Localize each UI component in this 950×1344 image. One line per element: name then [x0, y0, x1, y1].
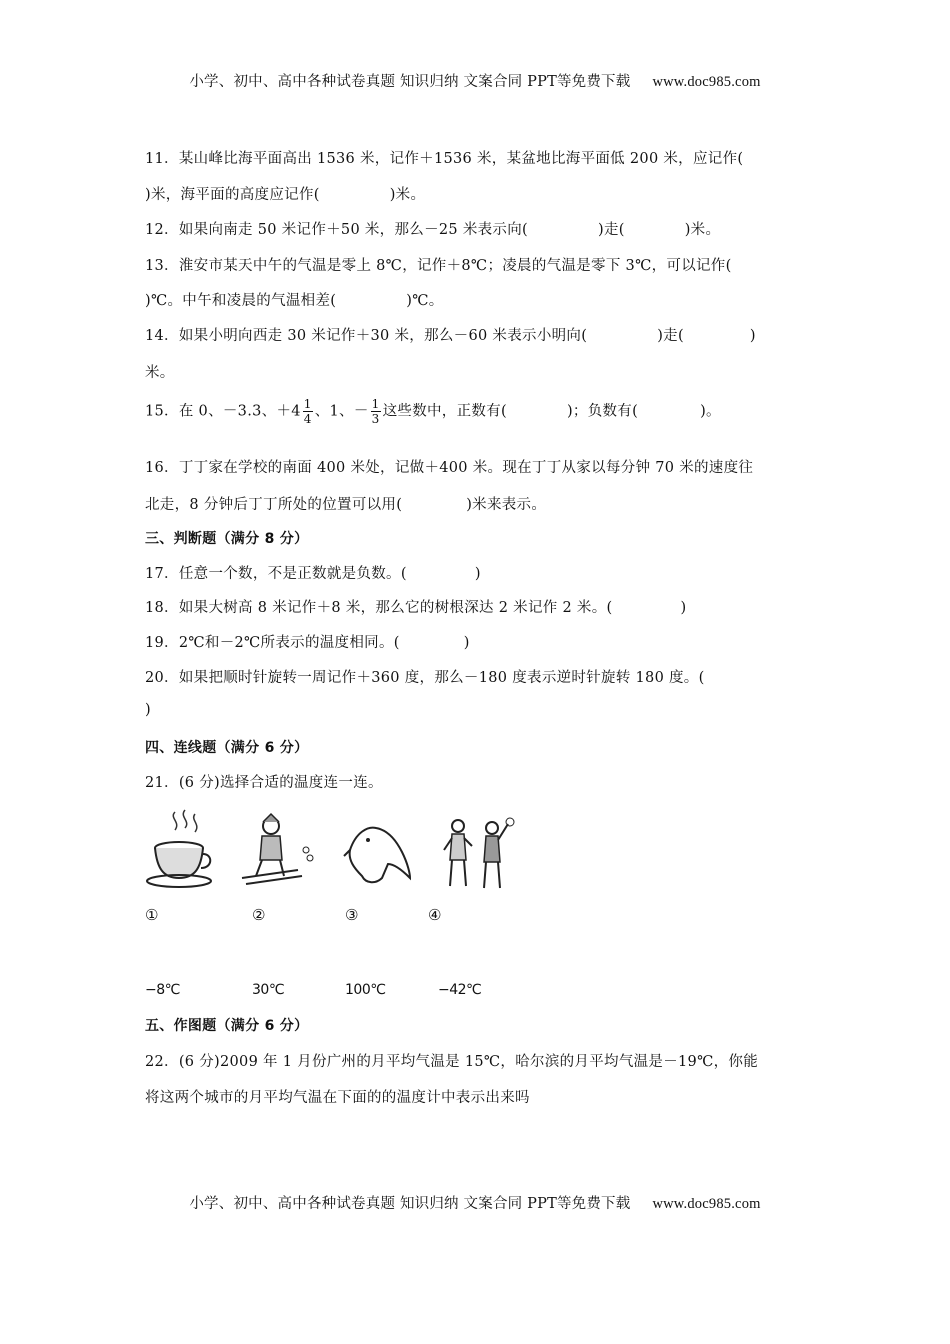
q15-part-d: )；负数有(: [566, 403, 639, 420]
penguin-icon[interactable]: [342, 818, 414, 890]
picture-label-3: ③: [345, 906, 359, 924]
picture-label-1: ①: [145, 906, 159, 924]
q14-line2: 米。: [145, 365, 175, 381]
q12-part-c: )米。: [684, 222, 721, 238]
q19-line: [145, 631, 470, 652]
q11-line2-end: )米。: [389, 187, 426, 203]
q14-part-b: )走(: [657, 328, 684, 344]
q12-part-b: )走(: [598, 222, 625, 238]
summer-children-icon[interactable]: [440, 816, 520, 892]
temperature-option[interactable]: −42℃: [438, 982, 482, 998]
q20-line1: 20．如果把顺时针旋转一周记作＋360 度，那么－180 度表示逆时针旋转 180 度。(: [145, 670, 705, 686]
q14-part-c: ): [749, 328, 756, 344]
q22-line1: 22．(6 分)2009 年 1 月份广州的月平均气温是 15℃，哈尔滨的月平均气温是－19℃，你能: [145, 1054, 759, 1070]
hot-tea-cup-icon[interactable]: [143, 808, 213, 890]
q13-line2-b: )℃。: [406, 293, 444, 309]
q13-line1: 13．淮安市某天中午的气温是零上 8℃，记作＋8℃；凌晨的气温是零下 3℃，可以记作(: [145, 258, 732, 274]
q18-line: [145, 596, 686, 617]
q16-line2-a: 北走，8 分钟后丁丁所处的位置可以用(: [145, 497, 403, 513]
header-text: 小学、初中、高中各种试卷真题 知识归纳 文案合同 PPT等免费下载: [189, 74, 631, 90]
q15-part-c: 这些数中，正数有(: [382, 403, 507, 420]
q19-close: ): [463, 635, 470, 651]
q13-line2: [145, 289, 444, 310]
q22-line2: 将这两个城市的月平均气温在下面的的温度计中表示出来吗: [145, 1090, 530, 1106]
q16-line2-b: )米来表示。: [466, 497, 547, 513]
q15-part-e: )。: [700, 403, 721, 420]
q17-line: [145, 562, 481, 583]
picture-label-4: ④: [428, 906, 442, 924]
child-skiing-icon[interactable]: [238, 812, 316, 890]
fraction-one-fourth: $\frac{1}{4}$: [303, 397, 312, 426]
section-matching-title: 四、连线题（满分 6 分）: [145, 740, 309, 756]
q15-line: [145, 397, 721, 426]
q16-line2: [145, 493, 546, 514]
q11-line1: 11．某山峰比海平面高出 1536 米，记作＋1536 米，某盆地比海平面低 200 米，应记作(: [145, 151, 744, 167]
q16-line1: 16．丁丁家在学校的南面 400 米处，记做＋400 米。现在丁丁从家以每分钟 70 米的速度往: [145, 460, 754, 476]
temperature-option[interactable]: 30℃: [252, 982, 285, 998]
temperature-option[interactable]: 100℃: [345, 982, 386, 998]
q12-line: [145, 218, 720, 239]
footer-url[interactable]: www.doc985.com: [652, 1196, 761, 1212]
q14-part-a: 14．如果小明向西走 30 米记作＋30 米，那么－60 米表示小明向(: [145, 328, 588, 344]
q13-line2-a: )℃。中午和凌晨的气温相差(: [145, 293, 337, 309]
section-drawing-title: 五、作图题（满分 6 分）: [145, 1018, 309, 1034]
page-footer: [0, 1192, 950, 1213]
page-header: [0, 70, 950, 91]
q20-line2: ): [145, 702, 151, 718]
q21-line: 21．(6 分)选择合适的温度连一连。: [145, 775, 383, 791]
q11-line2: [145, 183, 425, 204]
fraction-one-third: $\frac{1}{3}$: [371, 397, 380, 426]
header-url[interactable]: www.doc985.com: [652, 74, 761, 90]
q17-text: 17．任意一个数，不是正数就是负数。(: [145, 566, 407, 582]
q14-line1: [145, 324, 756, 345]
q15-part-b: 、1、－: [314, 403, 369, 420]
q18-close: ): [680, 600, 687, 616]
q12-part-a: 12．如果向南走 50 米记作＋50 米，那么－25 米表示向(: [145, 222, 528, 238]
temperature-option[interactable]: −8℃: [145, 982, 180, 998]
section-judgement-title: 三、判断题（满分 8 分）: [145, 531, 309, 547]
q15-part-a: 15．在 0、－3.3、＋4: [145, 403, 301, 420]
q19-text: 19．2℃和－2℃所表示的温度相同。(: [145, 635, 400, 651]
footer-text: 小学、初中、高中各种试卷真题 知识归纳 文案合同 PPT等免费下载: [189, 1196, 631, 1212]
q17-close: ): [474, 566, 481, 582]
q11-line2-text: )米，海平面的高度应记作(: [145, 187, 320, 203]
q18-text: 18．如果大树高 8 米记作＋8 米，那么它的树根深达 2 米记作 2 米。(: [145, 600, 613, 616]
picture-label-2: ②: [252, 906, 266, 924]
